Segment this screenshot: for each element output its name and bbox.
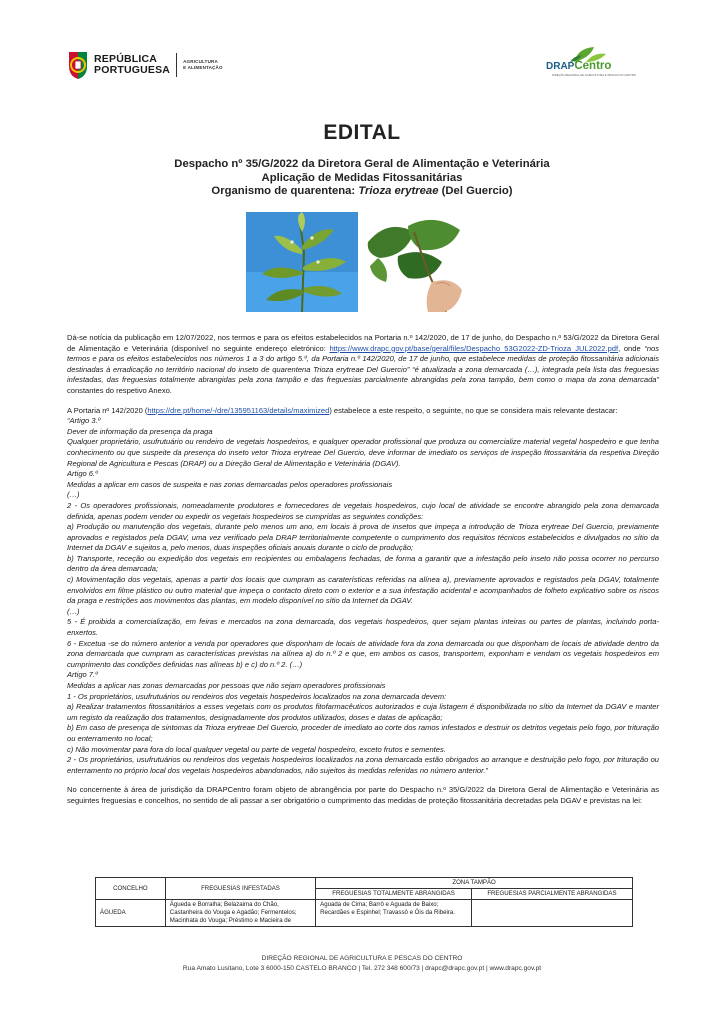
- subtitle-organismo-suffix: (Del Guercio): [438, 185, 513, 197]
- quote-line: “Artigo 3.º: [67, 416, 101, 426]
- drap-subtitle: DIREÇÃO REGIONAL DE AGRICULTURA E PESCAS DO CENTRO: [552, 74, 636, 77]
- header-infestadas: FREGUESIAS INFESTADAS: [165, 878, 315, 900]
- header-divider: [176, 53, 177, 77]
- despacho-pdf-link[interactable]: https://www.drapc.gov.pt/base/geral/files/Despacho_53G2022-ZD-Trioza_JUL2022.pdf: [329, 343, 619, 353]
- quote-line: Artigo 6.º: [67, 469, 98, 479]
- quote-line: c) Não movimentar para fora do local qualquer vegetal ou parte de vegetal hospedeiro, exceto frutos e sementes.: [67, 744, 446, 754]
- quote-line: (…): [67, 490, 80, 500]
- quote-line: b) Em caso de presença de sintomas da Trioza erytreae Del Guercio, proceder de imediato ao corte dos ramos infestados e destruir os detritos vegetais pelo fogo, por trituração ou enterramento no local;: [67, 723, 659, 743]
- portaria-text-a: A Portaria nº 142/2020 (: [67, 405, 148, 415]
- header-parcialmente: FREGUESIAS PARCIALMENTE ABRANGIDAS: [471, 889, 632, 900]
- drap-centro-logo: [546, 46, 656, 82]
- portaria-dre-link[interactable]: https://dre.pt/home/-/dre/135951163/details/maximized: [147, 405, 330, 415]
- freguesias-table: [95, 877, 633, 927]
- portuguese-emblem-icon: [66, 50, 90, 80]
- header-totalmente: FREGUESIAS TOTALMENTE ABRANGIDAS: [316, 889, 472, 900]
- quote-line: 2 - Os operadores profissionais, nomeadamente produtores e fornecedores de vegetais hospedeiros, cujo local de atividade se encontre abrangido pela zona demarcada definida, apenas podem vender ou expedir os vegetais hospedeiros se cumpridas as seguintes condições:: [67, 500, 659, 521]
- portaria-paragraph: [67, 406, 659, 417]
- intro-paragraph: [67, 333, 659, 397]
- quote-line: b) Transporte, receção ou expedição dos vegetais em recipientes ou embalagens fechadas, de forma a garantir que a infestação pelo inseto não possa ocorrer no percurso dentro da área demarcada;: [67, 553, 659, 574]
- alimentacao-line: E ALIMENTAÇÃO: [183, 65, 223, 70]
- quote-line: 1 - Os proprietários, usufrutuários ou rendeiros dos vegetais hospedeiros localizados na zona demarcada devem:: [67, 691, 447, 701]
- leaf-damage-photo: [358, 212, 470, 312]
- republica-line: REPÚBLICA: [94, 53, 158, 65]
- photo-strip: [246, 212, 470, 312]
- footer-org-name: DIREÇÃO REGIONAL DE AGRICULTURA E PESCAS DO CENTRO: [261, 955, 463, 962]
- republica-name: [94, 54, 170, 76]
- quote-line: 2 - Os proprietários, usufrutuários ou rendeiros dos vegetais hospedeiros localizados na zona demarcada estão obrigados ao arranque e destruição pelo fogo, por trituração ou enterramento no próprio local dos vegetais hospedeiros abandonados, não sujeitos às medidas referidas no número anterior.”: [67, 755, 659, 775]
- quote-line: 5 - É proibida a comercialização, em feiras e mercados na zona demarcada, dos vegetais hospedeiros, quer sejam plantas inteiras ou partes de plantas, incluindo porta-enxertos.: [67, 617, 659, 638]
- intro-quote: “nos termos e para os efeitos estabelecidos nos números 1 a 3 do artigo 5.º, da Portaria n.º 142/2020, de 17 de junho, que estabelece medidas de proteção fitossanitária adicionais destinadas à erradicação no território nacional do inseto de quarentena Trioza erytreae Del Guercio” “é atualizada a zona demarcada (…), integrada pela lista das freguesias infestadas, das freguesias totalmente abrangidas pela zona tampão e das freguesias parcialmente abrangidas pela zona tampão, bem como o mapa da zona demarcada”: [67, 343, 659, 385]
- subtitle-medidas: Aplicação de Medidas Fitossanitárias: [261, 171, 463, 184]
- quote-line: a) Produção ou manutenção dos vegetais, durante pelo menos um ano, em locais à prova de insetos que impeça a introdução de Trioza erytreae Del Guercio, previamente aprovados e registados pela DGAV, uma vez verificado pela DRAP territorialmente competente o cumprimento dos requisitos técnicos estabelecidos e divulgados no sítio da Internet da DGAV e sujeitos a, pelo menos, duas inspeções oficiais anuais durante o ciclo de produção;: [67, 522, 659, 553]
- cell-totalmente: Aguada de Cima; Barrô e Aguada de Baixo; Recardães e Espinhel; Travassô e Óis da Ribeira.: [316, 900, 472, 927]
- drap-centro-wordmark: [546, 60, 611, 72]
- jurisdiction-paragraph: No concernente à área de jurisdição da DRAPCentro foram objeto de abrangência por parte do Despacho n.º 35/G/2022 da Diretora Geral de Alimentação e Veterinária as seguintes freguesias e concelhos, no sentido de ali passar a ser obrigatório o cumprimento das medidas de proteção fitossanitária decretadas pela DGAV e previstas na lei:: [67, 785, 659, 805]
- drap-word: DRAP: [546, 61, 575, 72]
- quote-line: c) Movimentação dos vegetais, apenas a partir dos locais que cumpram as caraterísticas referidas na alínea a), previamente aprovados e registados pela DGAV, totalmente envolvidos em filme plástico ou outro material que impeça o contacto direto com o exterior e a sua infestação acidental e acompanhados de folheto explicativo sobre os riscos da praga e restrições aos movimentos das plantas, em modelo disponível no sítio da Internet da DGAV.: [67, 575, 659, 606]
- agricultura-line: AGRICULTURA: [183, 59, 218, 64]
- intro-text-b: , onde: [618, 343, 645, 353]
- subtitle-species: Trioza erytreae: [358, 185, 439, 197]
- subtitle-organismo-prefix: Organismo de quarentena:: [211, 185, 359, 197]
- ministry-name: [183, 59, 223, 71]
- quote-line: Dever de informação da presença da praga: [67, 426, 213, 436]
- portuguesa-line: PORTUGUESA: [94, 64, 171, 76]
- intro-text-d: constantes do respetivo Anexo.: [67, 385, 172, 395]
- centro-word: Centro: [574, 60, 612, 72]
- quote-line: 6 - Excetua -se do número anterior a venda por operadores que disponham de locais de atividade fora da zona demarcada ou que disponham de locais de atividade dentro da zona demarcada que cumpram as características previstas na alínea a) do n.º 2 e que, em ambos os casos, transportem, exponham e vendam os vegetais hospedeiros em cumprimento das condições definidas nas alíneas b) e c) do n.º 2. (…): [67, 638, 659, 669]
- header-concelho: CONCELHO: [96, 878, 166, 900]
- quote-line: Medidas a aplicar em casos de suspeita e nas zonas demarcadas pelos operadores profissionais: [67, 479, 393, 489]
- header-zona-tampao: ZONA TAMPÃO: [316, 878, 633, 889]
- table-row: [96, 900, 633, 927]
- quote-line: (…): [67, 606, 80, 616]
- quote-line: Medidas a aplicar nas zonas demarcadas por pessoas que não sejam operadores profissionais: [67, 681, 386, 690]
- subtitle-organismo: [0, 185, 724, 199]
- psyllid-plant-photo: [246, 212, 358, 312]
- portaria-quote: [67, 416, 659, 776]
- edital-body: [67, 333, 659, 807]
- subtitle-despacho: Despacho nº 35/G/2022 da Diretora Geral de Alimentação e Veterinária: [174, 158, 550, 170]
- cell-parcialmente: [471, 900, 632, 927]
- quote-line: a) Realizar tratamentos fitossanitários a esses vegetais com os produtos fitofarmacêuticos autorizados e cuja listagem é disponibilizada no sítio da Internet da DGAV e manter um registo da realização dos tratamentos, designadamente dos produtos utilizados, doses e datas de aplicação;: [67, 702, 659, 722]
- page-footer: [0, 954, 724, 974]
- footer-contacts: Rua Amato Lusitano, Lote 3 6000-150 CASTELO BRANCO | Tel. 272 348 600/73 | drapc@drapc.gov.pt | www.drapc.gov.pt: [182, 965, 542, 972]
- page-title: EDITAL: [323, 121, 401, 144]
- republica-portuguesa-logo: [66, 50, 223, 80]
- portaria-text-b: ) estabelece a este respeito, o seguinte, no que se considera mais relevante destacar:: [329, 405, 618, 415]
- cell-concelho: ÁGUEDA: [96, 900, 166, 927]
- quote-line: Artigo 7.º: [67, 670, 98, 680]
- quote-line: Qualquer proprietário, usufrutuário ou rendeiro de vegetais hospedeiros, e qualquer operador profissional que produza ou comercialize material vegetal hospedeiro e que tenha conhecimento ou que suspeite da presença do inseto vetor Trioza erytreae Del Guercio, deve informar de imediato os serviços de inspeção fitossanitária da respetiva Direção Regional de Agricultura e Pescas (DRAP) ou a Direção Geral de Alimentação e Veterinária (DGAV).: [67, 437, 659, 468]
- subtitle-block: [0, 158, 724, 199]
- cell-infestadas: Águeda e Borralha; Belazaima do Chão, Castanheira do Vouga e Agadão; Fermentelos; Macinhata do Vouga; Préstimo e Macieira de: [165, 900, 315, 927]
- intro-text-a: Dá-se notícia da publicação em 12/07/2022, nos termos e para os efeitos estabelecidos na Portaria n.º 142/2020, de 17 de junho, do Despacho n.º 53/G/2022 da Diretora Geral de Alimentação e Veterinária (disponível no seguinte endereço eletrónico:: [67, 333, 659, 353]
